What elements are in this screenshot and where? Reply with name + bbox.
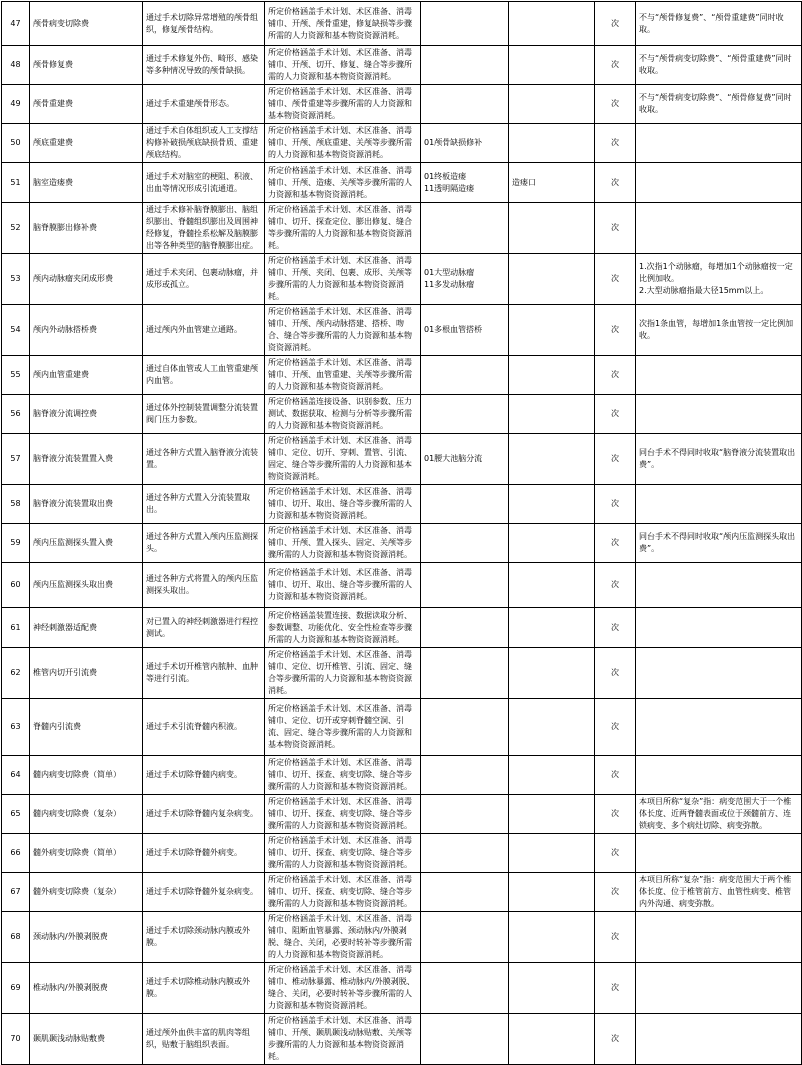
price-scope: 所定价格涵盖装置连接、数据读取分析、参数调整、功能优化、安全性检查等步骤所需的人力资源和基本物资资源消耗。 xyxy=(265,608,421,648)
remark xyxy=(636,1014,802,1065)
detail-items xyxy=(421,85,509,124)
item-description: 通过手术切除异常增殖的颅骨组织，修复颅骨结构。 xyxy=(143,2,265,46)
remark xyxy=(636,356,802,395)
remark xyxy=(636,834,802,873)
table-row xyxy=(2,699,802,756)
detail-items: 01颅骨缺损修补 xyxy=(421,124,509,163)
detail-items xyxy=(421,963,509,1014)
pricing-unit: 次 xyxy=(595,608,636,648)
row-number: 61 xyxy=(2,608,30,648)
excluded-items xyxy=(509,395,595,434)
table-row xyxy=(2,834,802,873)
table-row xyxy=(2,85,802,124)
pricing-unit: 次 xyxy=(595,524,636,563)
pricing-unit: 次 xyxy=(595,305,636,356)
row-number: 67 xyxy=(2,873,30,912)
pricing-unit: 次 xyxy=(595,124,636,163)
remark: 本项目所称“复杂”指：病变范围大于两个椎体长度、位于椎管前方、血管性病变、椎管内外沟通、病变弥散。 xyxy=(636,873,802,912)
detail-items xyxy=(421,203,509,254)
remark xyxy=(636,485,802,524)
row-number: 48 xyxy=(2,46,30,85)
remark xyxy=(636,963,802,1014)
price-scope: 所定价格涵盖手术计划、术区准备、消毒铺巾、开颅、颅骨重建，修复缺损等步骤所需的人力资源和基本物资资源消耗。 xyxy=(265,2,421,46)
remark xyxy=(636,699,802,756)
item-name: 颅内压监测探头置入费 xyxy=(30,524,143,563)
pricing-table xyxy=(1,1,802,1065)
detail-items xyxy=(421,912,509,963)
item-description: 通过手术修补脑脊膜膨出、脑组织膨出、脊髓组织膨出及周围神经修复，脊髓拴系松解及脑膜膨出等各种类型的脑脊膜膨出症。 xyxy=(143,203,265,254)
detail-items: 01大型动脉瘤 11多发动脉瘤 xyxy=(421,254,509,305)
price-scope: 所定价格涵盖手术计划、术区准备、消毒铺巾、开颅、造瘘、关颅等步骤所需的人力资源和基本物资资源消耗。 xyxy=(265,163,421,203)
row-number: 53 xyxy=(2,254,30,305)
remark: 不与“颅骨病变切除费”、“颅骨修复费”同时收取。 xyxy=(636,85,802,124)
detail-items xyxy=(421,524,509,563)
row-number: 55 xyxy=(2,356,30,395)
table-row xyxy=(2,485,802,524)
excluded-items xyxy=(509,305,595,356)
pricing-unit: 次 xyxy=(595,563,636,608)
excluded-items xyxy=(509,648,595,699)
detail-items xyxy=(421,648,509,699)
price-scope: 所定价格涵盖手术计划、术区准备、消毒铺巾、开颅、颅底重建、关颅等步骤所需的人力资源和基本物资资源消耗。 xyxy=(265,124,421,163)
item-name: 髓内病变切除费（复杂） xyxy=(30,795,143,834)
item-name: 颅骨修复费 xyxy=(30,46,143,85)
detail-items xyxy=(421,485,509,524)
item-description: 对已置入的神经刺激器进行程控测试。 xyxy=(143,608,265,648)
remark: 不与“颅骨病变切除费”、“颅骨重建费”同时收取。 xyxy=(636,46,802,85)
detail-items xyxy=(421,563,509,608)
price-scope: 所定价格涵盖手术计划、术区准备、消毒铺巾、开颅、夹闭、包裹、成形、关颅等步骤所需的人力资源和基本物资资源消耗。 xyxy=(265,254,421,305)
item-name: 颅内压监测探头取出费 xyxy=(30,563,143,608)
item-description: 通过手术切除脊髓外病变。 xyxy=(143,834,265,873)
price-scope: 所定价格涵盖手术计划、术区准备、消毒铺巾、切开、探查、病变切除、缝合等步骤所需的人力资源和基本物资资源消耗。 xyxy=(265,756,421,795)
item-description: 通过各种方式置入分流装置取出。 xyxy=(143,485,265,524)
table-row xyxy=(2,2,802,46)
excluded-items xyxy=(509,434,595,485)
remark xyxy=(636,648,802,699)
row-number: 50 xyxy=(2,124,30,163)
detail-items xyxy=(421,356,509,395)
item-description: 通过自体血管或人工血管重建颅内血管。 xyxy=(143,356,265,395)
excluded-items xyxy=(509,524,595,563)
item-name: 髓外病变切除费（复杂） xyxy=(30,873,143,912)
item-name: 颅底重建费 xyxy=(30,124,143,163)
table-row xyxy=(2,648,802,699)
row-number: 56 xyxy=(2,395,30,434)
item-description: 通过手术对脑室的梗阻、积液、出血等情况形成引流通道。 xyxy=(143,163,265,203)
pricing-unit: 次 xyxy=(595,699,636,756)
price-scope: 所定价格涵盖手术计划、术区准备、消毒铺巾、切开、探查、病变切除、缝合等步骤所需的人力资源和基本物资资源消耗。 xyxy=(265,795,421,834)
detail-items xyxy=(421,873,509,912)
remark xyxy=(636,912,802,963)
row-number: 63 xyxy=(2,699,30,756)
table-row xyxy=(2,434,802,485)
row-number: 69 xyxy=(2,963,30,1014)
price-scope: 所定价格涵盖手术计划、术区准备、消毒铺巾、开颅、切开、修复、缝合等步骤所需的人力资源和基本物资资源消耗。 xyxy=(265,46,421,85)
row-number: 66 xyxy=(2,834,30,873)
row-number: 59 xyxy=(2,524,30,563)
excluded-items xyxy=(509,203,595,254)
table-row xyxy=(2,124,802,163)
pricing-unit: 次 xyxy=(595,395,636,434)
table-row xyxy=(2,608,802,648)
table-row xyxy=(2,356,802,395)
detail-items xyxy=(421,608,509,648)
excluded-items xyxy=(509,912,595,963)
item-description: 通过手术切除脊髓内复杂病变。 xyxy=(143,795,265,834)
table-row xyxy=(2,524,802,563)
remark: 1.次指1个动脉瘤，每增加1个动脉瘤按一定比例加收。 2.大型动脉瘤指最大径15mm以上。 xyxy=(636,254,802,305)
detail-items xyxy=(421,699,509,756)
pricing-unit: 次 xyxy=(595,912,636,963)
pricing-unit: 次 xyxy=(595,1014,636,1065)
excluded-items xyxy=(509,795,595,834)
remark: 不与“颅骨修复费”、“颅骨重建费”同时收取。 xyxy=(636,2,802,46)
price-scope: 所定价格涵盖手术计划、术区准备、消毒铺巾、切开、取出、缝合等步骤所需的人力资源和基本物资资源消耗。 xyxy=(265,563,421,608)
detail-items xyxy=(421,756,509,795)
price-scope: 所定价格涵盖手术计划、术区准备、消毒铺巾、开颅、置入探头、固定、关颅等步骤所需的人力资源和基本物资资源消耗。 xyxy=(265,524,421,563)
row-number: 49 xyxy=(2,85,30,124)
row-number: 52 xyxy=(2,203,30,254)
item-description: 通过手术引流脊髓内积液。 xyxy=(143,699,265,756)
row-number: 68 xyxy=(2,912,30,963)
item-name: 颅骨病变切除费 xyxy=(30,2,143,46)
table-row xyxy=(2,1014,802,1065)
remark xyxy=(636,608,802,648)
remark xyxy=(636,756,802,795)
pricing-unit: 次 xyxy=(595,254,636,305)
pricing-unit: 次 xyxy=(595,648,636,699)
detail-items: 01终板造瘘 11透明隔造瘘 xyxy=(421,163,509,203)
pricing-unit: 次 xyxy=(595,434,636,485)
price-scope: 所定价格涵盖手术计划、术区准备、消毒铺巾、切开、探查定位、膨出修复、缝合等步骤所需的人力资源和基本物资资源消耗。 xyxy=(265,203,421,254)
item-description: 通过各种方式置入颅内压监测探头。 xyxy=(143,524,265,563)
item-name: 颅内血管重建费 xyxy=(30,356,143,395)
excluded-items xyxy=(509,834,595,873)
item-description: 通过各种方式置入脑脊液分流装置。 xyxy=(143,434,265,485)
item-description: 通过手术切开椎管内脓肿、血肿等进行引流。 xyxy=(143,648,265,699)
item-name: 颈动脉内/外膜剥脱费 xyxy=(30,912,143,963)
remark: 次指1条血管，每增加1条血管按一定比例加收。 xyxy=(636,305,802,356)
excluded-items xyxy=(509,963,595,1014)
row-number: 47 xyxy=(2,2,30,46)
excluded-items xyxy=(509,85,595,124)
excluded-items: 造瘘口 xyxy=(509,163,595,203)
item-name: 颅内动脉瘤夹闭成形费 xyxy=(30,254,143,305)
table-row xyxy=(2,395,802,434)
pricing-unit: 次 xyxy=(595,756,636,795)
pricing-unit: 次 xyxy=(595,85,636,124)
pricing-unit: 次 xyxy=(595,2,636,46)
excluded-items xyxy=(509,608,595,648)
table-row xyxy=(2,254,802,305)
table-row xyxy=(2,756,802,795)
price-scope: 所定价格涵盖手术计划、术区准备、消毒铺巾、定位、切开或穿刺脊髓空洞、引流、固定、缝合等步骤所需的人力资源和基本物资资源消耗。 xyxy=(265,699,421,756)
item-name: 髓外病变切除费（简单） xyxy=(30,834,143,873)
remark: 同台手术不得同时收取“颅内压监测探头取出费”。 xyxy=(636,524,802,563)
detail-items xyxy=(421,395,509,434)
item-description: 通过手术修复外伤、畸形、感染等多种情况导致的颅骨缺损。 xyxy=(143,46,265,85)
price-scope: 所定价格涵盖手术计划、术区准备、消毒铺巾、开颅、颅内动脉搭建、搭桥、吻合、缝合等步骤所需的人力资源和基本物资资源消耗。 xyxy=(265,305,421,356)
table-row xyxy=(2,873,802,912)
price-scope: 所定价格涵盖手术计划、术区准备、消毒铺巾、切开、取出、缝合等步骤所需的人力资源和基本物资资源消耗。 xyxy=(265,485,421,524)
row-number: 62 xyxy=(2,648,30,699)
row-number: 51 xyxy=(2,163,30,203)
excluded-items xyxy=(509,563,595,608)
row-number: 58 xyxy=(2,485,30,524)
row-number: 65 xyxy=(2,795,30,834)
item-description: 通过手术切除脊髓内病变。 xyxy=(143,756,265,795)
table-row xyxy=(2,163,802,203)
price-scope: 所定价格涵盖连接设备、识别参数、压力测试、数据获取、检测与分析等步骤所需的人力资源和基本物资资源消耗。 xyxy=(265,395,421,434)
table-row xyxy=(2,46,802,85)
detail-items xyxy=(421,1014,509,1065)
item-description: 通过手术夹闭、包裹动脉瘤，并成形或孤立。 xyxy=(143,254,265,305)
excluded-items xyxy=(509,485,595,524)
item-description: 通过手术切除椎动脉内膜或外膜。 xyxy=(143,963,265,1014)
item-name: 神经刺激器适配费 xyxy=(30,608,143,648)
remark xyxy=(636,563,802,608)
pricing-unit: 次 xyxy=(595,834,636,873)
item-name: 颅骨重建费 xyxy=(30,85,143,124)
table-row xyxy=(2,912,802,963)
row-number: 57 xyxy=(2,434,30,485)
price-scope: 所定价格涵盖手术计划、术区准备、消毒铺巾、切开、探查、病变切除、缝合等步骤所需的人力资源和基本物资资源消耗。 xyxy=(265,834,421,873)
item-name: 脑脊液分流调控费 xyxy=(30,395,143,434)
excluded-items xyxy=(509,124,595,163)
item-name: 髓内病变切除费（简单） xyxy=(30,756,143,795)
item-name: 脑脊液分流装置取出费 xyxy=(30,485,143,524)
pricing-unit: 次 xyxy=(595,485,636,524)
excluded-items xyxy=(509,2,595,46)
item-description: 通过手术重建颅骨形态。 xyxy=(143,85,265,124)
detail-items: 01多根血管搭桥 xyxy=(421,305,509,356)
price-scope: 所定价格涵盖手术计划、术区准备、消毒铺巾、定位、切开、穿刺、置管、引流、固定、缝合等步骤所需的人力资源和基本物资资源消耗。 xyxy=(265,434,421,485)
table-row xyxy=(2,305,802,356)
pricing-unit: 次 xyxy=(595,873,636,912)
row-number: 54 xyxy=(2,305,30,356)
detail-items xyxy=(421,46,509,85)
remark xyxy=(636,124,802,163)
price-scope: 所定价格涵盖手术计划、术区准备、消毒铺巾、切开、探查、病变切除、缝合等步骤所需的人力资源和基本物资资源消耗。 xyxy=(265,873,421,912)
item-description: 通过手术自体组织或人工支撑结构修补破损颅底缺损骨质、重建颅底结构。 xyxy=(143,124,265,163)
pricing-unit: 次 xyxy=(595,163,636,203)
item-name: 脑脊膜膨出修补费 xyxy=(30,203,143,254)
item-description: 通过各种方式将置入的颅内压监测探头取出。 xyxy=(143,563,265,608)
item-name: 颞肌颞浅动脉贴敷费 xyxy=(30,1014,143,1065)
excluded-items xyxy=(509,873,595,912)
item-name: 脑脊液分流装置置入费 xyxy=(30,434,143,485)
remark xyxy=(636,395,802,434)
item-name: 颅内外动脉搭桥费 xyxy=(30,305,143,356)
excluded-items xyxy=(509,1014,595,1065)
remark: 同台手术不得同时收取“脑脊液分流装置取出费”。 xyxy=(636,434,802,485)
detail-items xyxy=(421,834,509,873)
item-description: 通过手术切除颈动脉内膜或外膜。 xyxy=(143,912,265,963)
item-name: 椎管内切开引流费 xyxy=(30,648,143,699)
item-description: 通过手术切除脊髓外复杂病变。 xyxy=(143,873,265,912)
item-description: 通过颅内外血管建立通路。 xyxy=(143,305,265,356)
remark xyxy=(636,163,802,203)
item-name: 椎动脉内/外膜剥脱费 xyxy=(30,963,143,1014)
row-number: 64 xyxy=(2,756,30,795)
excluded-items xyxy=(509,356,595,395)
remark: 本项目所称“复杂”指：病变范围大于一个椎体长度、近两脊髓表面或位于颈髓前方、连锁病变、多个病灶切除、病变弥散。 xyxy=(636,795,802,834)
excluded-items xyxy=(509,46,595,85)
pricing-unit: 次 xyxy=(595,795,636,834)
table-row xyxy=(2,563,802,608)
item-description: 通过颅外血供丰富的肌肉等组织，贴敷于脑组织表面。 xyxy=(143,1014,265,1065)
row-number: 70 xyxy=(2,1014,30,1065)
row-number: 60 xyxy=(2,563,30,608)
excluded-items xyxy=(509,699,595,756)
item-name: 脊髓内引流费 xyxy=(30,699,143,756)
pricing-unit: 次 xyxy=(595,203,636,254)
table-row xyxy=(2,795,802,834)
price-scope: 所定价格涵盖手术计划、术区准备、消毒铺巾、开颅、颞肌颞浅动脉贴敷、关颅等步骤所需的人力资源和基本物资资源消耗。 xyxy=(265,1014,421,1065)
price-scope: 所定价格涵盖手术计划、术区准备、消毒铺巾、开颅、血管重建、关颅等步骤所需的人力资源和基本物资资源消耗。 xyxy=(265,356,421,395)
pricing-unit: 次 xyxy=(595,963,636,1014)
detail-items xyxy=(421,2,509,46)
price-scope: 所定价格涵盖手术计划、术区准备、消毒铺巾、定位、切开椎管、引流、固定、缝合等步骤所需的人力资源和基本物资资源消耗。 xyxy=(265,648,421,699)
detail-items: 01腰大池脑分流 xyxy=(421,434,509,485)
excluded-items xyxy=(509,254,595,305)
pricing-unit: 次 xyxy=(595,46,636,85)
pricing-unit: 次 xyxy=(595,356,636,395)
table-row xyxy=(2,963,802,1014)
table-row xyxy=(2,203,802,254)
remark xyxy=(636,203,802,254)
price-scope: 所定价格涵盖手术计划、术区准备、消毒铺巾、阻断血管暴露、颈动脉内/外膜剥脱、缝合、关闭，必要时转补等步骤所需的人力资源和基本物资资源消耗。 xyxy=(265,912,421,963)
item-description: 通过体外控制装置调整分流装置阀门压力参数。 xyxy=(143,395,265,434)
excluded-items xyxy=(509,756,595,795)
price-scope: 所定价格涵盖手术计划、术区准备、消毒铺巾、椎动脉暴露、椎动脉内/外膜剥脱、缝合、关闭，必要时转补等步骤所需的人力资源和基本物资资源消耗。 xyxy=(265,963,421,1014)
table-body xyxy=(2,2,802,1065)
item-name: 脑室造瘘费 xyxy=(30,163,143,203)
detail-items xyxy=(421,795,509,834)
price-scope: 所定价格涵盖手术计划、术区准备、消毒铺巾、颅骨重建等步骤所需的人力资源和基本物资资源消耗。 xyxy=(265,85,421,124)
